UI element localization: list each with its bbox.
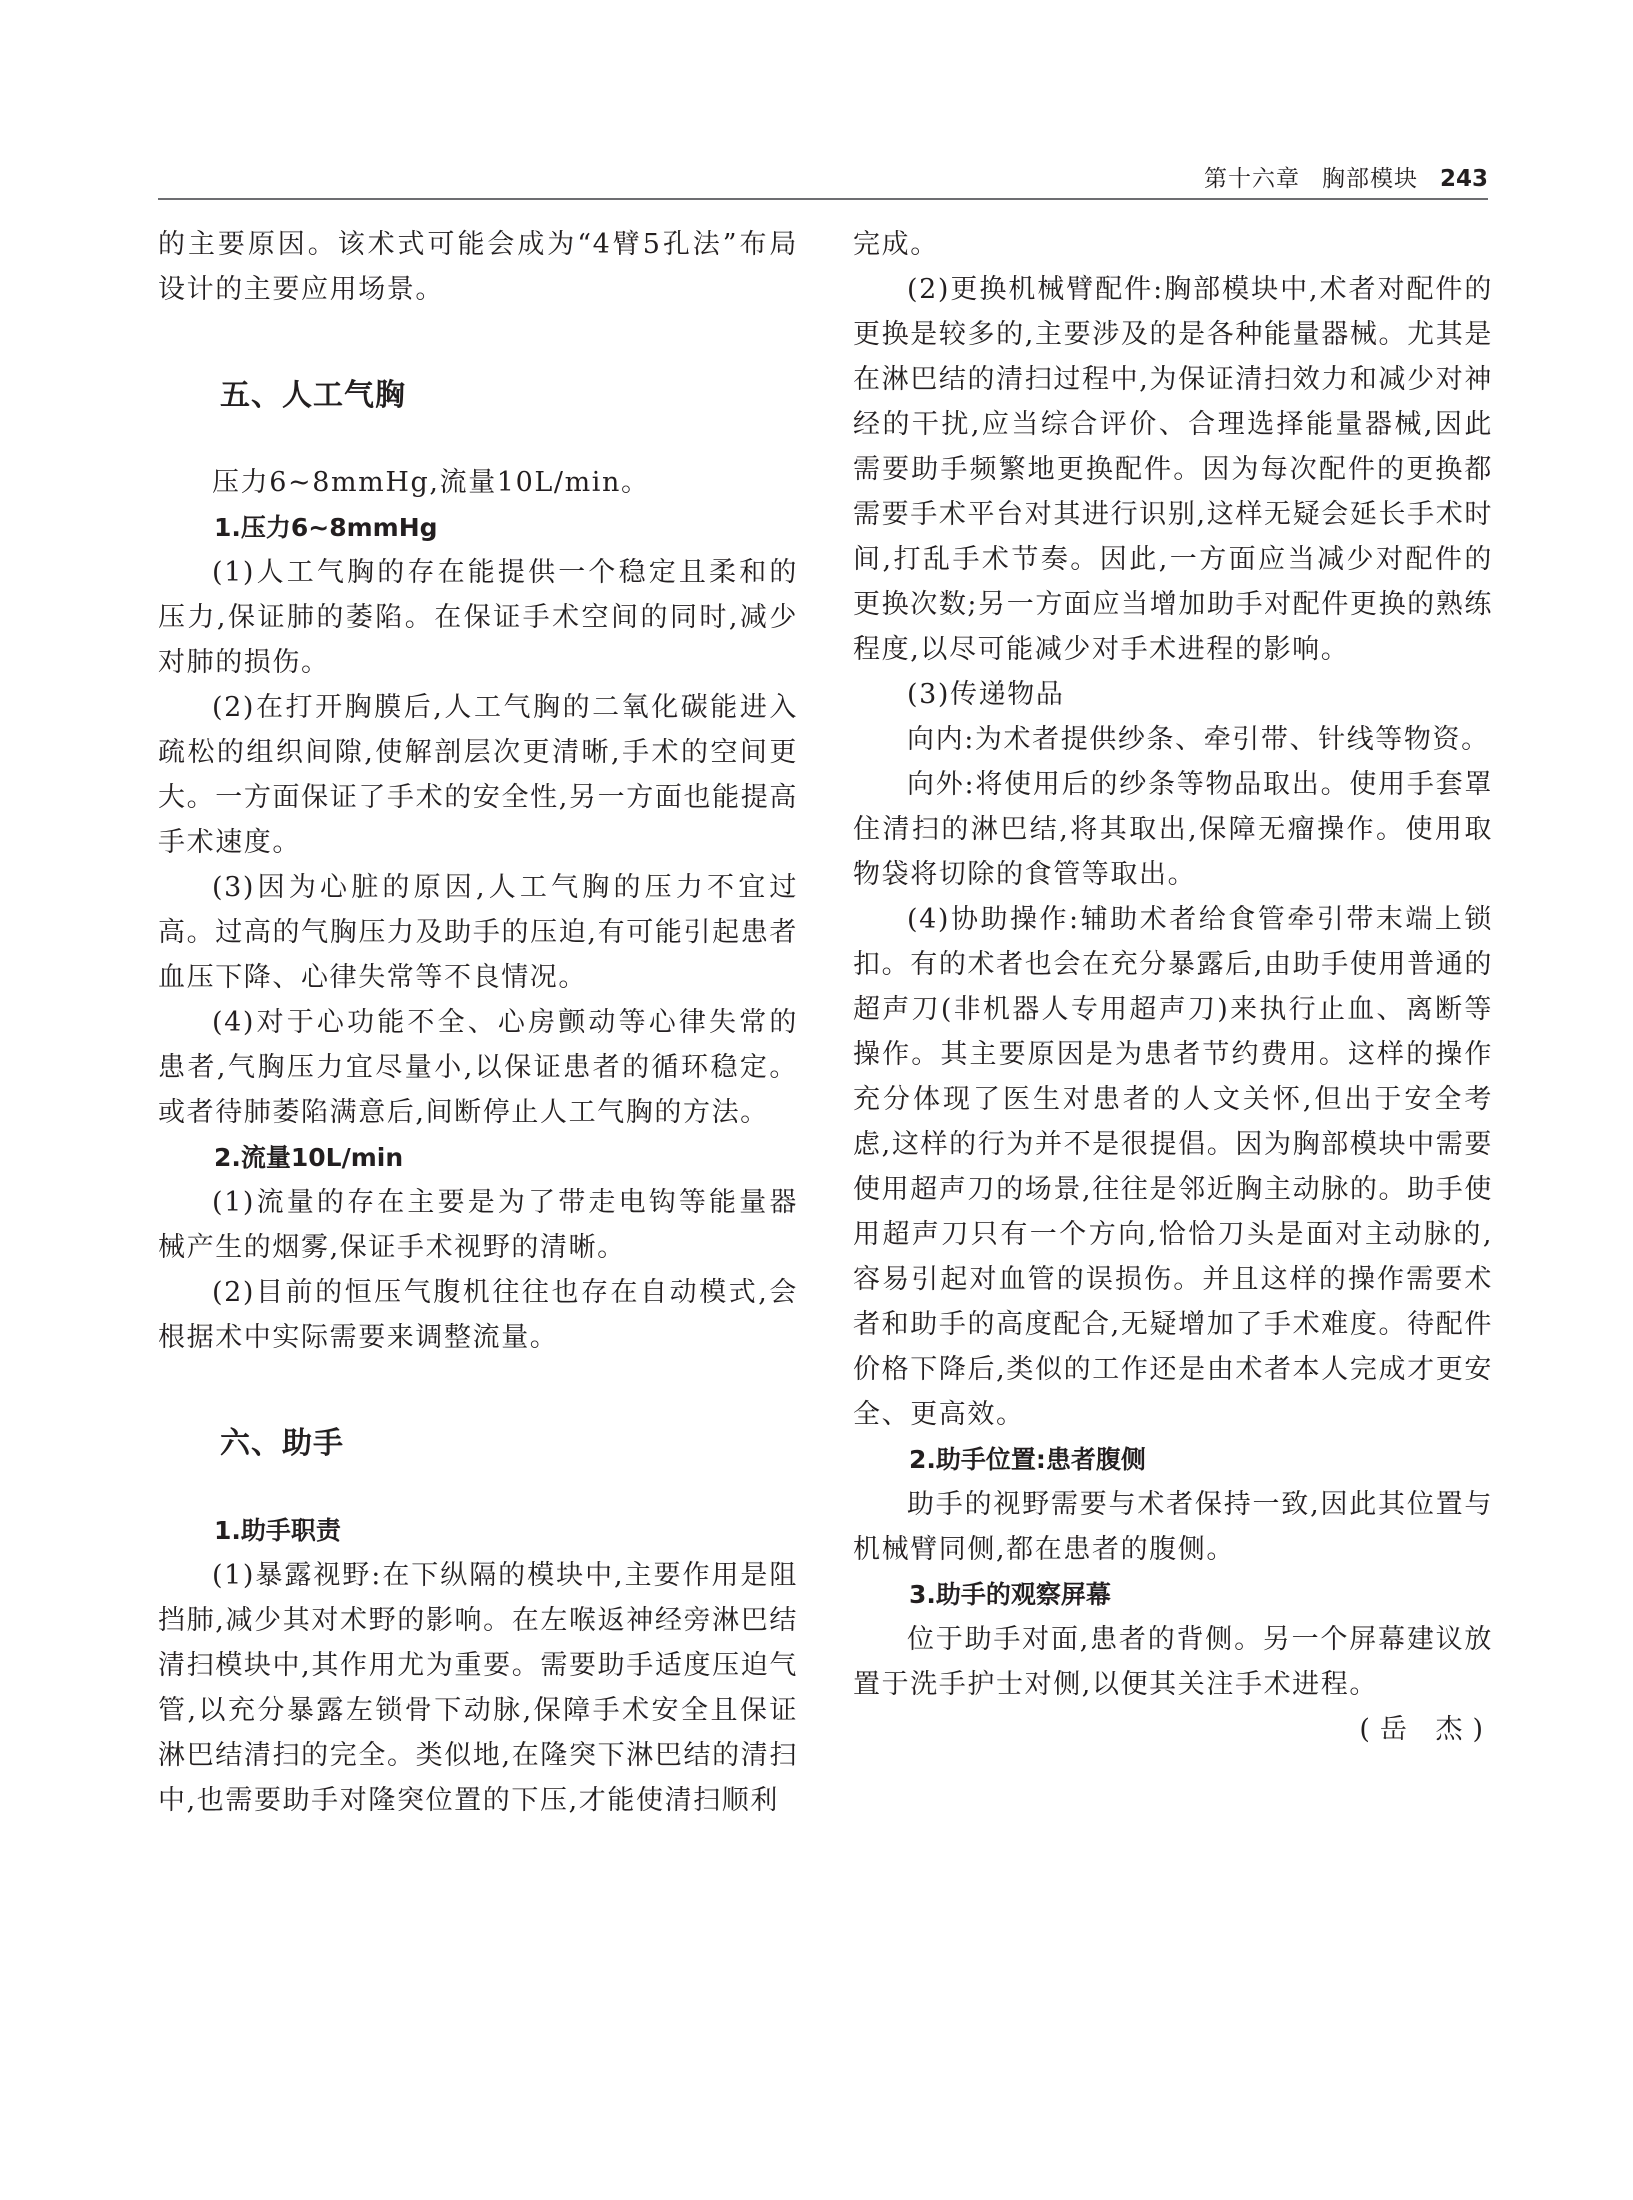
subsection-heading: 2.助手位置:患者腹侧 <box>909 1445 1146 1474</box>
chapter-label: 第十六章 <box>1203 166 1300 192</box>
paragraph: 向内:为术者提供纱条、牵引带、针线等物资。 <box>907 724 1490 755</box>
paragraph: 的主要原因。该术式可能会成为“4臂5孔法”布局设计的主要应用场景。 <box>158 229 798 305</box>
section-heading: 五、人工气胸 <box>220 378 406 413</box>
paragraph: (2)目前的恒压气腹机往往也存在自动模式,会根据术中实际需要来调整流量。 <box>158 1277 798 1353</box>
subsection-heading: 1.压力6~8mmHg <box>214 513 438 542</box>
paragraph: 向外:将使用后的纱条等物品取出。使用手套罩住清扫的淋巴结,将其取出,保障无瘤操作。使用取物袋将切除的食管等取出。 <box>853 769 1493 890</box>
author-credit: (岳 杰) <box>1359 1714 1493 1745</box>
subsection-heading: 2.流量10L/min <box>214 1143 404 1172</box>
left-column <box>158 222 798 1823</box>
paragraph: (1)暴露视野:在下纵隔的模块中,主要作用是阻挡肺,减少其对术野的影响。在左喉返神经旁淋巴结清扫模块中,其作用尤为重要。需要助手适度压迫气管,以充分暴露左锁骨下动脉,保障手术安全且保证淋巴结清扫的完全。类似地,在隆突下淋巴结的清扫中,也需要助手对隆突位置的下压,才能使清扫顺利 <box>158 1560 798 1816</box>
paragraph: 完成。 <box>853 229 939 260</box>
paragraph: (2)更换机械臂配件:胸部模块中,术者对配件的更换是较多的,主要涉及的是各种能量器械。尤其是在淋巴结的清扫过程中,为保证清扫效力和减少对神经的干扰,应当综合评价、合理选择能量器械,因此需要助手频繁地更换配件。因为每次配件的更换都需要手术平台对其进行识别,这样无疑会延长手术时间,打乱手术节奏。因此,一方面应当减少对配件的更换次数;另一方面应当增加助手对配件更换的熟练程度,以尽可能减少对手术进程的影响。 <box>853 274 1493 665</box>
paragraph: (4)协助操作:辅助术者给食管牵引带末端上锁扣。有的术者也会在充分暴露后,由助手使用普通的超声刀(非机器人专用超声刀)来执行止血、离断等操作。其主要原因是为患者节约费用。这样的操作充分体现了医生对患者的人文关怀,但出于安全考虑,这样的行为并不是很提倡。因为胸部模块中需要使用超声刀的场景,往往是邻近胸主动脉的。助手使用超声刀只有一个方向,恰恰刀头是面对主动脉的,容易引起对血管的误损伤。并且这样的操作需要术者和助手的高度配合,无疑增加了手术难度。待配件价格下降后,类似的工作还是由术者本人完成才更安全、更高效。 <box>853 904 1493 1430</box>
subsection-heading: 3.助手的观察屏幕 <box>909 1580 1111 1609</box>
section-heading: 六、助手 <box>220 1426 344 1461</box>
paragraph: (3)传递物品 <box>907 679 1065 710</box>
page-number: 243 <box>1439 166 1488 192</box>
paragraph: (1)人工气胸的存在能提供一个稳定且柔和的压力,保证肺的萎陷。在保证手术空间的同时,减少对肺的损伤。 <box>158 557 798 678</box>
paragraph: (3)因为心脏的原因,人工气胸的压力不宜过高。过高的气胸压力及助手的压迫,有可能引起患者血压下降、心律失常等不良情况。 <box>158 872 798 993</box>
paragraph: 位于助手对面,患者的背侧。另一个屏幕建议放置于洗手护士对侧,以便其关注手术进程。 <box>853 1624 1493 1700</box>
paragraph: 助手的视野需要与术者保持一致,因此其位置与机械臂同侧,都在患者的腹侧。 <box>853 1489 1493 1565</box>
subsection-heading: 1.助手职责 <box>214 1516 341 1545</box>
paragraph: 压力6~8mmHg,流量10L/min。 <box>212 467 650 498</box>
paragraph: (4)对于心功能不全、心房颤动等心律失常的患者,气胸压力宜尽量小,以保证患者的循环稳定。或者待肺萎陷满意后,间断停止人工气胸的方法。 <box>158 1007 798 1128</box>
right-column <box>853 222 1493 1752</box>
header-text <box>1204 160 1488 193</box>
section-label: 胸部模块 <box>1321 166 1418 192</box>
paragraph: (2)在打开胸膜后,人工气胸的二氧化碳能进入疏松的组织间隙,使解剖层次更清晰,手术的空间更大。一方面保证了手术的安全性,另一方面也能提高手术速度。 <box>158 692 798 858</box>
paragraph: (1)流量的存在主要是为了带走电钩等能量器械产生的烟雾,保证手术视野的清晰。 <box>158 1187 798 1263</box>
running-header <box>158 150 1488 200</box>
